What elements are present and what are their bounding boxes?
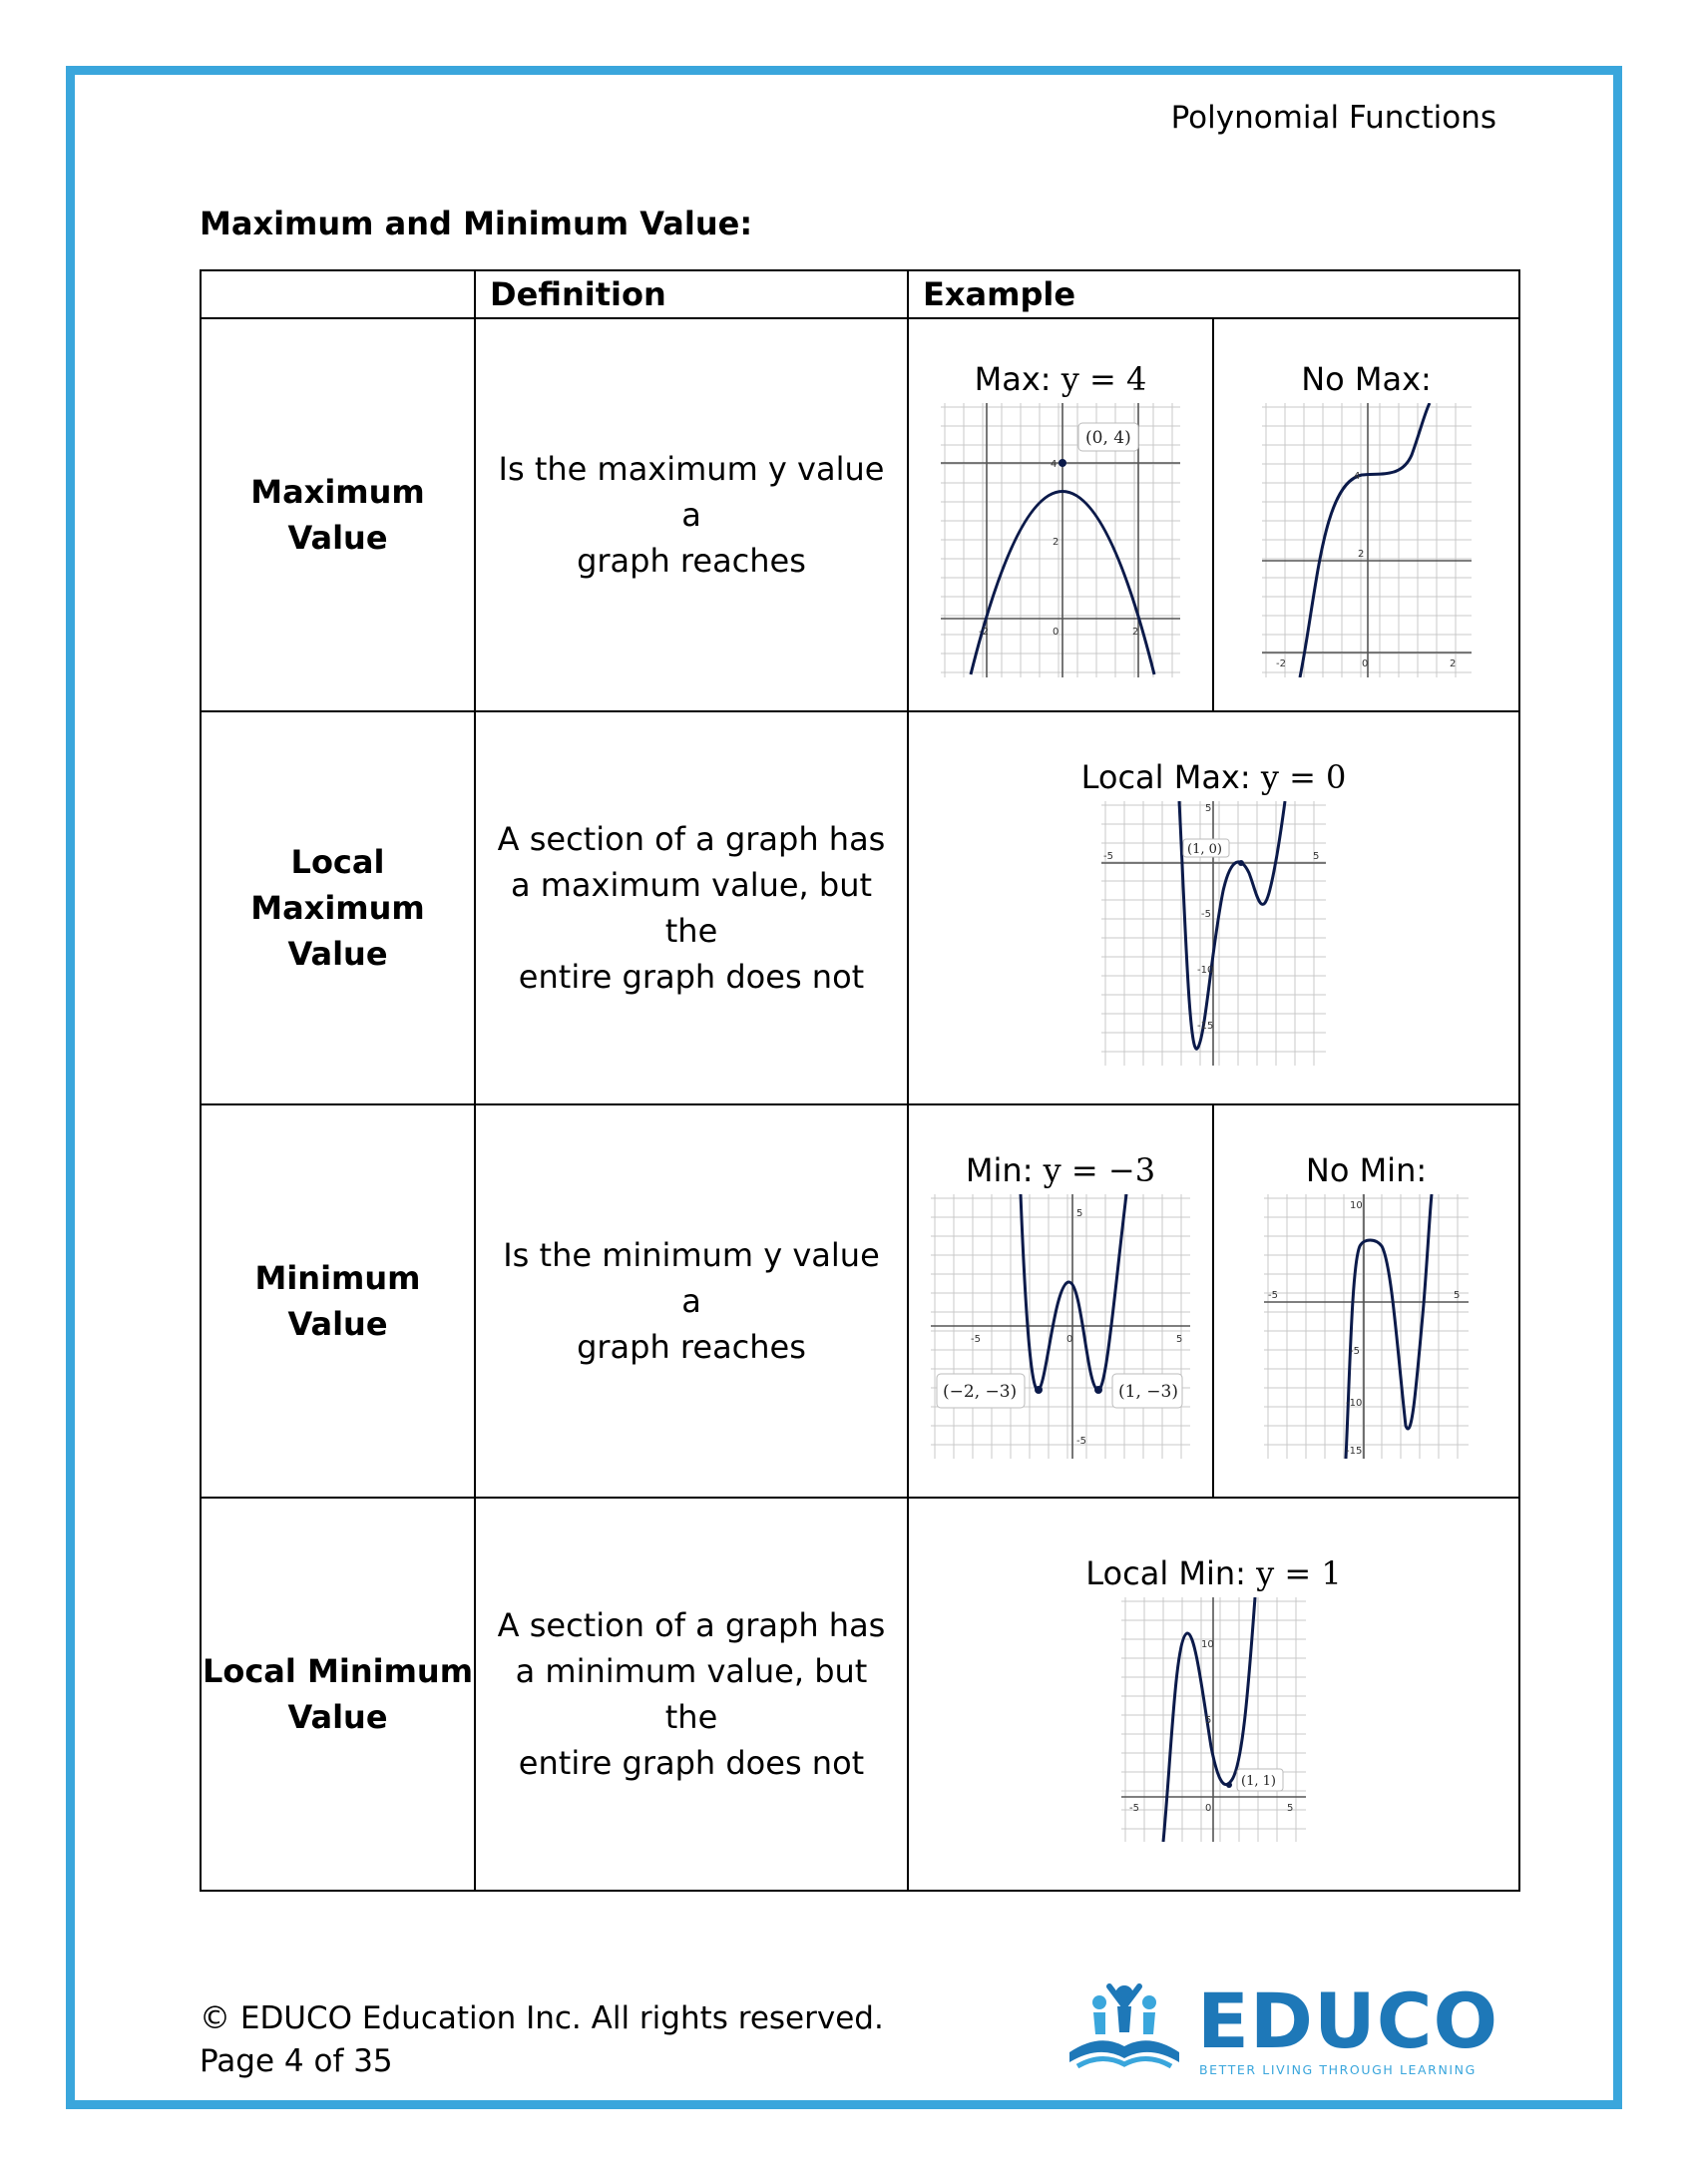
table-row-local-maximum [201, 711, 1519, 1104]
svg-text:-10: -10 [1197, 964, 1214, 976]
max-min-table [200, 269, 1520, 1892]
svg-text:0: 0 [1053, 626, 1060, 638]
graph-no-max-cubic [1262, 403, 1472, 677]
row-label: Minimum Value [201, 1104, 475, 1498]
table-row-local-minimum [201, 1498, 1519, 1891]
svg-text:-2: -2 [979, 626, 989, 638]
svg-text:10: 10 [1201, 1638, 1214, 1650]
svg-text:-5: -5 [971, 1333, 981, 1345]
definition-cell: A section of a graph has a maximum value, but the entire graph does not [475, 711, 908, 1104]
svg-text:-5: -5 [1103, 850, 1113, 862]
svg-text:-15: -15 [1346, 1445, 1363, 1457]
svg-text:-15: -15 [1197, 1020, 1214, 1032]
footer-page-number: Page 4 of 35 [200, 2043, 393, 2079]
svg-text:4: 4 [1051, 458, 1058, 470]
svg-text:-5: -5 [1129, 1802, 1139, 1814]
graph-min-w-shape [931, 1194, 1190, 1459]
educo-logo [1060, 1976, 1499, 2080]
svg-text:(1, −3): (1, −3) [1118, 1381, 1178, 1402]
header-cell-definition: Definition [475, 270, 908, 318]
example-local-min [908, 1498, 1519, 1891]
example-no-min [1213, 1104, 1519, 1498]
definition-cell: A section of a graph has a minimum value, but the entire graph does not [475, 1498, 908, 1891]
svg-text:(−2, −3): (−2, −3) [943, 1381, 1018, 1402]
example-title: Min: y = −3 [965, 1150, 1156, 1189]
svg-text:(1, 0): (1, 0) [1187, 841, 1222, 857]
svg-text:-5: -5 [1076, 1435, 1086, 1447]
example-max [908, 318, 1213, 711]
svg-text:-5: -5 [1268, 1289, 1278, 1301]
logo-wordmark: EDUCO [1197, 1976, 1499, 2065]
example-local-max [908, 711, 1519, 1104]
row-label: Local Minimum Value [201, 1498, 475, 1891]
svg-text:0: 0 [1205, 1802, 1212, 1814]
graph-local-min-cubic [1121, 1597, 1306, 1842]
header-cell-empty [201, 270, 475, 318]
svg-text:4: 4 [1353, 470, 1360, 482]
example-min [908, 1104, 1213, 1498]
graph-local-max-quartic [1101, 801, 1326, 1066]
svg-text:2: 2 [1357, 548, 1364, 560]
section-title: Maximum and Minimum Value: [200, 205, 753, 242]
definition-cell: Is the minimum y value a graph reaches [475, 1104, 908, 1498]
example-title: Local Min: y = 1 [1085, 1553, 1342, 1592]
svg-text:5: 5 [1313, 850, 1320, 862]
table-row-maximum [201, 318, 1519, 711]
footer-copyright: © EDUCO Education Inc. All rights reserved. [200, 2000, 884, 2036]
svg-text:5: 5 [1205, 1714, 1212, 1726]
svg-text:10: 10 [1350, 1199, 1363, 1211]
svg-text:2: 2 [1053, 536, 1060, 548]
example-no-max [1213, 318, 1519, 711]
svg-text:5: 5 [1287, 1802, 1294, 1814]
svg-text:5: 5 [1454, 1289, 1461, 1301]
svg-text:-10: -10 [1346, 1397, 1363, 1409]
header-cell-example: Example [908, 270, 1519, 318]
example-title: Local Max: y = 0 [1080, 757, 1347, 796]
table-row-minimum [201, 1104, 1519, 1498]
graph-no-min-quartic [1264, 1194, 1469, 1459]
svg-text:2: 2 [1449, 657, 1456, 669]
logo-tagline: BETTER LIVING THROUGH LEARNING [1199, 2062, 1477, 2077]
svg-text:5: 5 [1076, 1207, 1083, 1219]
svg-text:0: 0 [1066, 1333, 1073, 1345]
svg-text:-2: -2 [1275, 657, 1286, 669]
svg-text:5: 5 [1205, 802, 1212, 814]
row-label: Local Maximum Value [201, 711, 475, 1104]
svg-text:2: 2 [1132, 626, 1139, 638]
svg-text:5: 5 [1176, 1333, 1183, 1345]
educo-emblem-icon [1060, 1980, 1189, 2080]
row-label: Maximum Value [201, 318, 475, 711]
page-header-topic: Polynomial Functions [1170, 100, 1496, 136]
definition-cell: Is the maximum y value a graph reaches [475, 318, 908, 711]
svg-text:(0, 4): (0, 4) [1085, 427, 1131, 448]
example-title: Max: y = 4 [974, 359, 1147, 398]
graph-max-parabola [941, 403, 1180, 677]
example-title: No Max: [1301, 359, 1432, 398]
svg-text:0: 0 [1361, 657, 1368, 669]
example-title: No Min: [1305, 1150, 1428, 1189]
svg-text:-5: -5 [1350, 1345, 1360, 1357]
svg-text:-5: -5 [1201, 908, 1211, 920]
svg-text:(1, 1): (1, 1) [1241, 1773, 1276, 1789]
